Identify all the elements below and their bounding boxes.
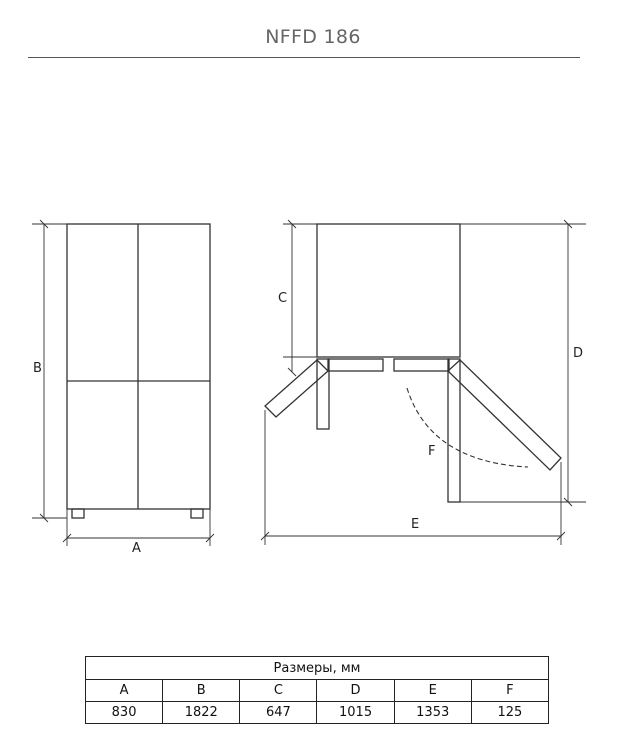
top-view <box>261 220 586 545</box>
front-view <box>32 220 214 556</box>
table-caption: Размеры, мм <box>86 657 549 680</box>
model-title: NFFD 186 <box>265 26 361 48</box>
label-d: D <box>573 346 584 361</box>
label-e: E <box>411 517 420 532</box>
right-foot <box>191 509 203 518</box>
label-b: B <box>33 361 42 376</box>
table-value-cell: 1015 <box>317 702 394 724</box>
table-value-row <box>86 702 549 724</box>
door-swing-arc <box>407 388 528 467</box>
table-header-cell: D <box>317 680 394 702</box>
fridge-body-top <box>317 224 460 357</box>
label-c: C <box>278 291 288 306</box>
table-header-cell: A <box>86 680 163 702</box>
dimension-c <box>283 220 317 376</box>
table-value-cell: 1822 <box>163 702 240 724</box>
table-value-cell: 830 <box>86 702 163 724</box>
table-value-cell: 1353 <box>394 702 471 724</box>
right-inner-door <box>394 359 449 371</box>
table-header-cell: B <box>163 680 240 702</box>
dimension-d <box>460 220 586 506</box>
table-header-cell: F <box>471 680 548 702</box>
label-a: A <box>132 541 141 556</box>
dimensions-table <box>85 656 549 724</box>
label-f: F <box>428 444 436 459</box>
table-header-cell: E <box>394 680 471 702</box>
table-value-cell: 125 <box>471 702 548 724</box>
table-header-row <box>86 680 549 702</box>
left-foot <box>72 509 84 518</box>
table-caption-row <box>86 657 549 680</box>
left-inner-door <box>328 359 383 371</box>
left-door-open-wide <box>265 360 328 417</box>
table-value-cell: 647 <box>240 702 317 724</box>
table-header-cell: C <box>240 680 317 702</box>
